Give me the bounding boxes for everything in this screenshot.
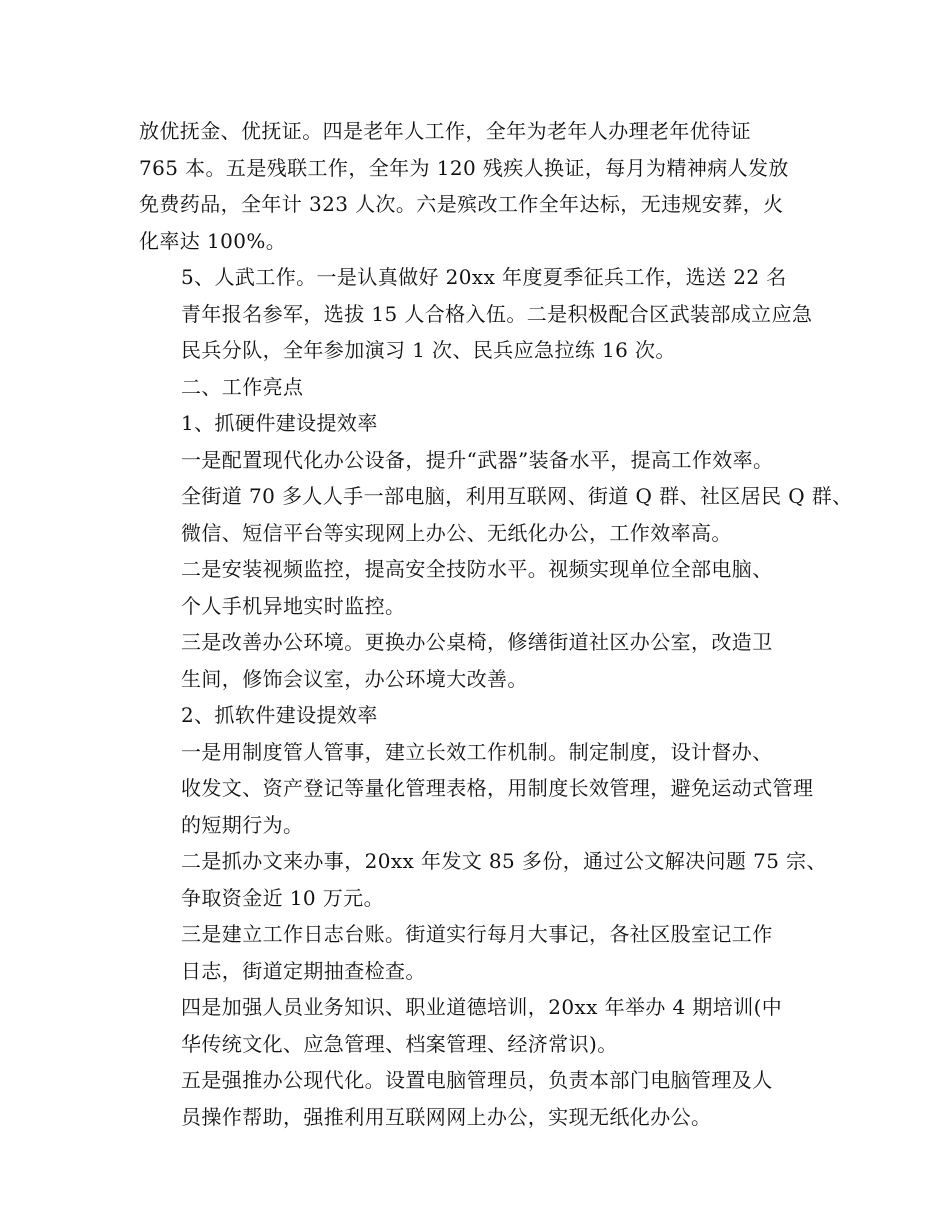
text-line: 生间，修饰会议室，办公环境大改善。 <box>181 666 528 691</box>
text-line: 三是建立工作日志台账。街道实行每月大事记，各社区股室记工作 <box>181 922 773 946</box>
text-line: 员操作帮助，强推利用互联网网上办公，实现无纸化办公。 <box>181 1104 712 1129</box>
text-line: 三是改善办公环境。更换办公桌椅，修缮街道社区办公室，改造卫 <box>181 630 773 654</box>
text-line: 2、抓软件建设提效率 <box>181 703 378 727</box>
document-body <box>139 113 853 1135</box>
text-line: 争取资金近 10 万元。 <box>181 885 384 910</box>
text-line: 微信、短信平台等实现网上办公、无纸化办公，工作效率高。 <box>181 520 732 545</box>
text-line: 放优抚金、优抚证。四是老年人工作，全年为老年人办理老年优待证 <box>139 119 751 143</box>
text-line: 华传统文化、应急管理、档案管理、经济常识)。 <box>181 1031 618 1056</box>
text-line: 一是配置现代化办公设备，提升“武器”装备水平，提高工作效率。 <box>181 447 774 472</box>
text-line: 一是用制度管人管事，建立长效工作机制。制定制度，设计督办、 <box>181 739 773 764</box>
paragraph <box>139 405 819 442</box>
paragraph <box>139 259 819 369</box>
text-line: 收发文、资产登记等量化管理表格，用制度长效管理，避免运动式管理 <box>181 776 814 800</box>
paragraph <box>139 843 827 916</box>
paragraph <box>139 916 819 989</box>
paragraph <box>139 113 819 259</box>
text-line: 个人手机异地实时监控。 <box>181 593 406 618</box>
paragraph <box>139 734 819 844</box>
paragraph <box>139 369 819 406</box>
text-line: 青年报名参军，选拔 15 人合格入伍。二是积极配合区武装部成立应急 <box>181 301 813 326</box>
text-line: 日志，街道定期抽查检查。 <box>181 958 426 983</box>
paragraph <box>139 1062 819 1135</box>
paragraph <box>139 624 819 697</box>
text-line: 免费药品，全年计 323 人次。六是殡改工作全年达标，无违规安葬，火 <box>139 192 784 216</box>
text-line: 五是强推办公现代化。设置电脑管理员，负责本部门电脑管理及人 <box>181 1068 773 1092</box>
text-line: 化率达 100%。 <box>139 228 287 253</box>
text-line: 四是加强人员业务知识、职业道德培训，20xx 年举办 4 期培训(中 <box>181 995 783 1019</box>
text-line: 全街道 70 多人人手一部电脑，利用互联网、街道 Q 群、社区居民 Q 群、 <box>181 484 853 508</box>
text-line: 民兵分队，全年参加演习 1 次、民兵应急拉练 16 次。 <box>181 338 676 362</box>
text-line: 的短期行为。 <box>181 812 304 837</box>
paragraph <box>139 989 819 1062</box>
paragraph <box>139 551 819 624</box>
text-line: 二、工作亮点 <box>181 374 304 399</box>
text-line: 二是安装视频监控，提高安全技防水平。视频实现单位全部电脑、 <box>181 557 773 581</box>
paragraph <box>139 697 819 734</box>
paragraph <box>139 442 853 552</box>
text-line: 1、抓硬件建设提效率 <box>181 411 378 435</box>
text-line: 5、人武工作。一是认真做好 20xx 年度夏季征兵工作，选送 22 名 <box>181 265 787 289</box>
text-line: 二是抓办文来办事，20xx 年发文 85 多份，通过公文解决问题 75 宗、 <box>181 849 827 873</box>
text-line: 765 本。五是残联工作，全年为 120 残疾人换证，每月为精神病人发放 <box>139 155 789 180</box>
